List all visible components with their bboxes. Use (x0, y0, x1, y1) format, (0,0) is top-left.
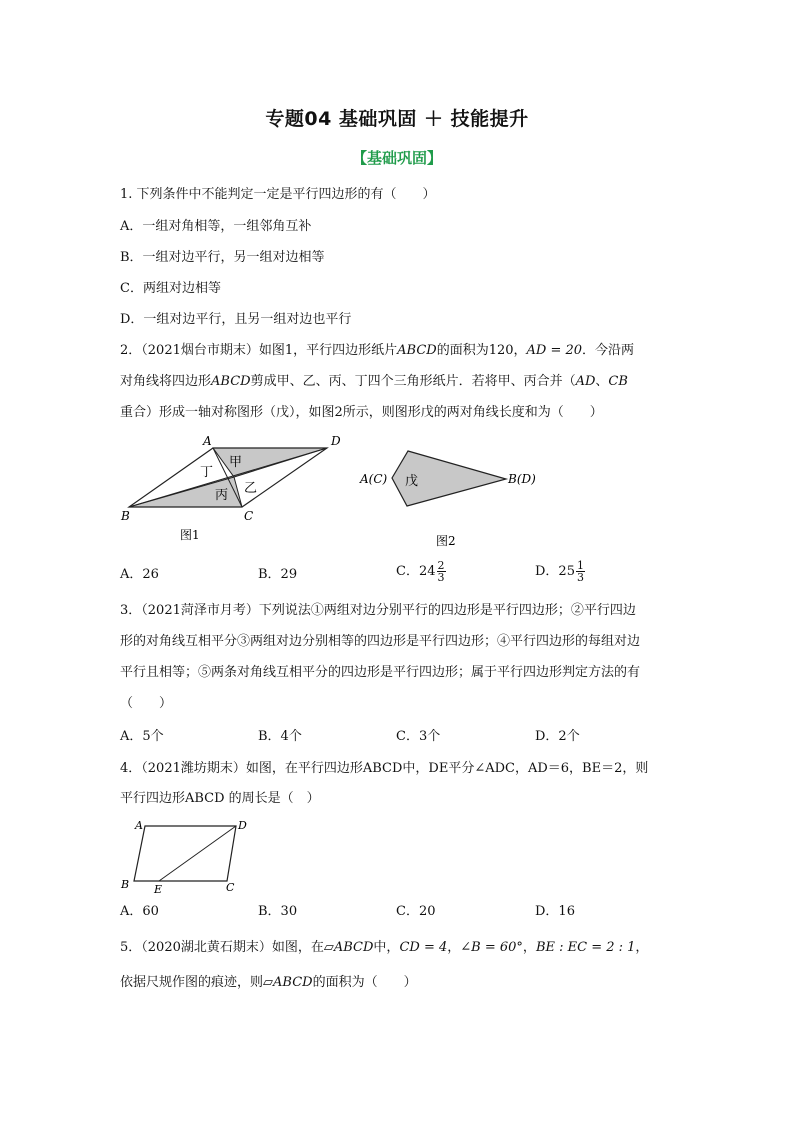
q4-line-1: 4．（2021潍坊期末）如图，在平行四边形ABCD中，DE平分∠ADC，AD＝6，BE＝2，则 (120, 761, 649, 776)
q4-parallelogram (134, 826, 236, 881)
q2-option-b: B．29 (258, 567, 298, 582)
q5-line-1 (120, 939, 648, 957)
q5-parallelogram: ▱ABCD (263, 975, 313, 990)
q5-parallelogram: ▱ABCD (323, 940, 374, 955)
q4-label-a: A (135, 819, 143, 832)
q1-option-c: C．两组对边相等 (120, 281, 221, 296)
q5-ratio: BE : EC = 2 : 1 (535, 940, 636, 955)
fig1-label-ding: 丁 (200, 465, 214, 480)
q3-line-2: 形的对角线互相平分③两组对边分别相等的四边形是平行四边形；④平行四边形的每组对边 (120, 634, 641, 649)
q4-figure (118, 814, 258, 896)
q2-figure-1 (115, 430, 345, 545)
q2-ad: AD (575, 374, 596, 389)
q2-text: 剪成甲、乙、丙、丁四个三角形纸片．若将甲、丙合并（ (250, 374, 576, 389)
fig1-label-d: D (331, 434, 341, 448)
q3-line-4: （ ） (120, 696, 173, 711)
q2-option-d (535, 560, 585, 583)
fraction (576, 560, 585, 583)
fig1-label-a: A (203, 434, 212, 448)
q2-text: 、 (595, 374, 609, 389)
q3-line-1: 3．（2021菏泽市月考）下列说法①两组对边分别平行的四边形是平行四边形；②平行四边 (120, 603, 636, 618)
q5-text: ， (522, 940, 536, 955)
q1-option-a: A．一组对角相等，一组邻角互补 (120, 219, 312, 234)
fig2-label-right: B(D) (508, 472, 536, 486)
q1-option-b: B．一组对边平行，另一组对边相等 (120, 250, 325, 265)
q3-option-c: C．3个 (396, 729, 441, 744)
fig1-caption: 图1 (180, 528, 200, 542)
q2-cb: CB (608, 374, 628, 389)
q5-text: ， (447, 940, 461, 955)
q4-option-c: C．20 (396, 904, 436, 919)
fig1-label-yi: 乙 (244, 481, 258, 496)
q2-line-3: 重合）形成一轴对称图形（戊），如图2所示，则图形戊的两对角线长度和为（ ） (120, 405, 603, 420)
q4-option-b: B．30 (258, 904, 298, 919)
q2-option-c-int: C．24 (396, 564, 436, 579)
q4-label-b: B (121, 878, 130, 891)
q2-text: 的面积为120， (436, 343, 527, 358)
q5-text: ， (635, 940, 649, 955)
q4-segment-de (159, 826, 236, 881)
fig1-label-bing: 丙 (215, 488, 229, 503)
q1-option-d: D．一组对边平行，且另一组对边也平行 (120, 312, 352, 327)
q3-option-b: B．4个 (258, 729, 302, 744)
fraction-numerator: 1 (576, 559, 584, 572)
q1-stem: 1. 下列条件中不能判定一定是平行四边形的有（ ） (120, 187, 436, 202)
q2-option-d-int: D．25 (535, 564, 575, 579)
q4-line-2: 平行四边形ABCD 的周长是（ ） (120, 791, 320, 806)
q5-line-2 (120, 974, 417, 992)
q4-label-e: E (154, 883, 163, 896)
q5-text: 中， (373, 940, 400, 955)
q3-line-3: 平行且相等；⑤两条对角线互相平分的四边形是平行四边形；属于平行四边形判定方法的有 (120, 665, 641, 680)
q2-figure-2 (355, 440, 555, 550)
fig1-label-b: B (121, 509, 130, 523)
fraction (437, 560, 446, 583)
fig1-label-c: C (244, 509, 254, 523)
q2-line-2 (120, 373, 628, 391)
q3-option-d: D．2个 (535, 729, 580, 744)
section-heading: 【基础巩固】 (351, 149, 442, 167)
page-title: 专题04 基础巩固 ＋ 技能提升 (265, 108, 529, 130)
q2-text: 2．（2021烟台市期末）如图1，平行四边形纸片 (120, 343, 398, 358)
q4-option-a: A．60 (120, 904, 159, 919)
q4-label-d: D (238, 819, 247, 832)
fig1-label-jia: 甲 (229, 455, 243, 470)
q3-option-a: A．5个 (120, 729, 164, 744)
q2-text: 对角线将四边形 (120, 374, 212, 389)
q4-option-d: D．16 (535, 904, 575, 919)
fig2-label-left: A(C) (360, 472, 388, 486)
fraction-numerator: 2 (437, 559, 445, 572)
q2-text: ．今沿两 (582, 343, 635, 358)
q5-text: 的面积为（ ） (312, 975, 417, 990)
fraction-denominator: 3 (576, 571, 584, 584)
q2-abcd: ABCD (211, 374, 251, 389)
q5-text: 5．（2020湖北黄石期末）如图，在 (120, 940, 324, 955)
q2-option-c (396, 560, 446, 583)
q2-line-1 (120, 342, 634, 360)
q2-option-a: A．26 (120, 567, 159, 582)
fraction-denominator: 3 (437, 571, 445, 584)
q2-abcd: ABCD (397, 343, 437, 358)
q5-cd: CD = 4 (399, 940, 448, 955)
q4-label-c: C (226, 881, 235, 894)
q5-angle: ∠B = 60° (460, 940, 523, 955)
q5-text: 依据尺规作图的痕迹，则 (120, 975, 264, 990)
fig2-caption: 图2 (436, 534, 456, 548)
q2-ad-eq: AD = 20 (526, 343, 583, 358)
fig2-label-wu: 戊 (405, 474, 419, 489)
